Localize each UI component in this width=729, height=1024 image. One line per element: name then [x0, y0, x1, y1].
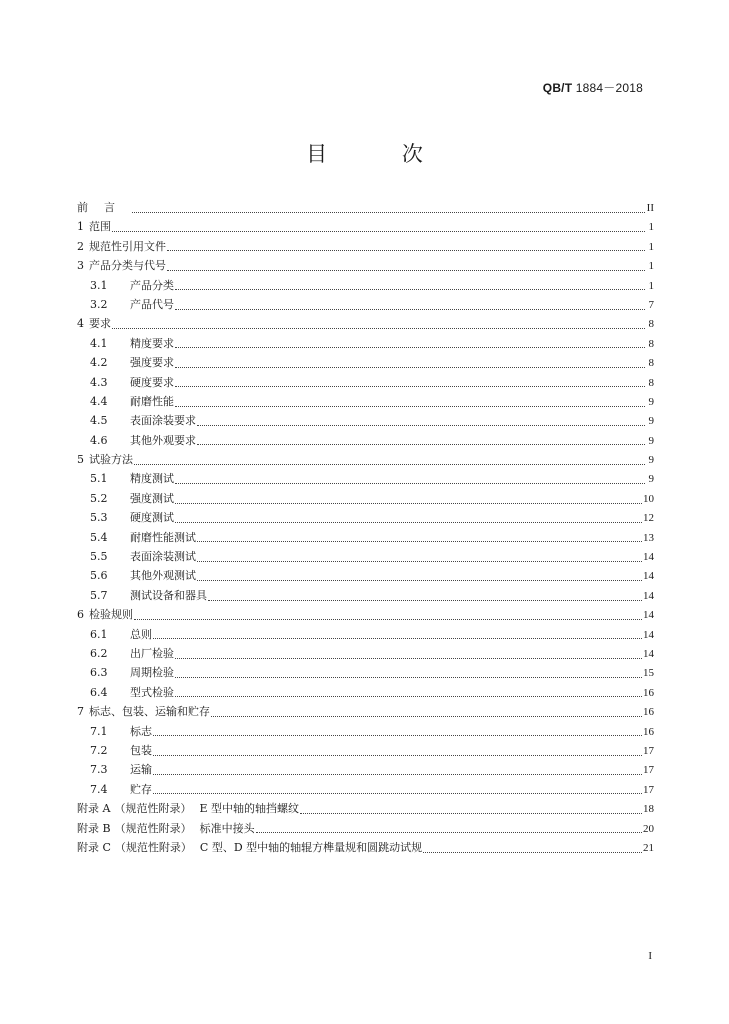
toc-entry-page: 9 — [648, 454, 654, 467]
toc-entry-page: 9 — [648, 415, 654, 428]
toc-entry-number: 4.6 — [90, 433, 108, 447]
toc-entry-number: 4.2 — [90, 356, 108, 370]
toc-dot-leader — [175, 482, 645, 484]
toc-dot-leader — [134, 618, 642, 620]
toc-entry[interactable] — [77, 741, 654, 760]
toc-entry-page: 8 — [648, 318, 654, 331]
toc-entry-number: 5.5 — [90, 550, 108, 564]
toc-entry-label: 强度测试 — [130, 491, 174, 505]
toc-entry-number: 6.4 — [90, 685, 108, 699]
toc-entry-page: 1 — [648, 260, 654, 273]
toc-entry-page: 9 — [648, 395, 654, 408]
toc-entry-label: 标志、包装、运输和贮存 — [89, 705, 210, 719]
toc-entry-number: 7.3 — [90, 763, 108, 777]
toc-entry[interactable] — [77, 663, 654, 682]
toc-entry-label: 周期检验 — [130, 666, 174, 680]
toc-entry-number: 4.5 — [90, 414, 108, 428]
toc-entry[interactable] — [77, 547, 654, 566]
toc-dot-leader — [175, 346, 645, 348]
toc-annex-kind: （规范性附录） — [114, 802, 192, 816]
toc-entry[interactable] — [77, 392, 654, 411]
toc-entry-page: 16 — [643, 686, 654, 699]
toc-entry-label: C 型、D 型中轴的轴辊方榫量规和圆跳动试规 — [199, 840, 423, 854]
toc-entry-label: 型式检验 — [130, 685, 174, 699]
toc-entry-number: 6.2 — [90, 646, 108, 660]
toc-dot-leader — [197, 579, 642, 581]
toc-dot-leader — [175, 695, 642, 697]
toc-entry-page: 14 — [643, 628, 654, 641]
toc-entry-label: 其他外观测试 — [130, 569, 196, 583]
toc-dot-leader — [175, 288, 645, 290]
toc-entry-page: 17 — [643, 744, 654, 757]
toc-entry-number: 2 — [77, 239, 84, 253]
toc-entry-page: 14 — [643, 647, 654, 660]
toc-entry-number: 6.1 — [90, 627, 108, 641]
toc-dot-leader — [175, 657, 642, 659]
toc-entry-label: 其他外观要求 — [130, 433, 196, 447]
toc-entry-number: 3.2 — [90, 297, 108, 311]
standard-code-prefix: QB/T — [542, 81, 573, 95]
toc-entry-page: 14 — [643, 589, 654, 602]
toc-entry-label: 产品分类与代号 — [89, 259, 166, 273]
toc-entry-page: 13 — [643, 531, 654, 544]
toc-entry-page: 20 — [643, 822, 654, 835]
toc-dot-leader — [153, 734, 642, 736]
toc-dot-leader — [300, 812, 642, 814]
toc-entry-number: 附录 C — [77, 840, 111, 854]
toc-entry-label: 硬度测试 — [130, 511, 174, 525]
toc-entry-label: 精度测试 — [130, 472, 174, 486]
toc-entry-number: 5 — [77, 453, 84, 467]
toc-entry[interactable] — [77, 314, 654, 333]
toc-entry-label: 精度要求 — [130, 336, 174, 350]
toc-dot-leader — [175, 308, 645, 310]
toc-entry[interactable] — [77, 799, 654, 818]
toc-dot-leader — [197, 540, 642, 542]
toc-dot-leader — [211, 715, 642, 717]
toc-entry[interactable] — [77, 722, 654, 741]
toc-entry-page: 8 — [648, 337, 654, 350]
toc-entry-label: 检验规则 — [89, 608, 133, 622]
toc-entry-page: 9 — [648, 434, 654, 447]
toc-entry-page: 1 — [648, 221, 654, 234]
toc-entry-label: 总则 — [130, 627, 152, 641]
toc-entry-number: 7.2 — [90, 743, 108, 757]
toc-entry-page: 1 — [648, 240, 654, 253]
toc-entry-label: 标准中接头 — [199, 821, 255, 835]
toc-entry[interactable] — [77, 838, 654, 857]
toc-entry-label: 产品代号 — [130, 297, 174, 311]
toc-entry-number: 附录 B — [77, 821, 111, 835]
standard-code-number: 1884－2018 — [575, 81, 643, 95]
toc-entry-number: 5.4 — [90, 530, 108, 544]
toc-entry-page: 17 — [643, 783, 654, 796]
toc-entry-number: 4 — [77, 317, 84, 331]
toc-entry[interactable] — [77, 431, 654, 450]
toc-entry-page: 14 — [643, 551, 654, 564]
toc-entry[interactable] — [77, 237, 654, 256]
toc-entry-page: 1 — [648, 279, 654, 292]
toc-entry-number: 5.1 — [90, 472, 108, 486]
toc-entry-number: 5.6 — [90, 569, 108, 583]
toc-entry-number: 5.3 — [90, 511, 108, 525]
toc-entry[interactable] — [77, 760, 654, 779]
toc-entry-number: 7.1 — [90, 724, 108, 738]
toc-dot-leader — [175, 405, 645, 407]
toc-entry-page: 9 — [648, 473, 654, 486]
toc-entry[interactable] — [77, 217, 654, 236]
toc-dot-leader — [175, 502, 642, 504]
toc-dot-leader — [175, 366, 645, 368]
toc-entry-number: 1 — [77, 220, 84, 234]
toc-dot-leader — [112, 327, 645, 329]
toc-entry[interactable] — [77, 528, 654, 547]
toc-entry[interactable] — [77, 508, 654, 527]
toc-entry-label: 产品分类 — [130, 278, 174, 292]
toc-entry-page: 17 — [643, 764, 654, 777]
toc-entry-page: 16 — [643, 725, 654, 738]
toc-entry-label: 贮存 — [130, 782, 152, 796]
toc-entry-page: 16 — [643, 706, 654, 719]
toc-entry-label: 测试设备和器具 — [130, 588, 207, 602]
toc-entry-page: 8 — [648, 357, 654, 370]
toc-entry-number: 5.7 — [90, 588, 108, 602]
toc-entry-label: 耐磨性能测试 — [130, 530, 196, 544]
toc-entry-number: 5.2 — [90, 491, 108, 505]
toc-entry-page: 10 — [643, 492, 654, 505]
toc-entry-number: 3.1 — [90, 278, 108, 292]
toc-entry[interactable] — [77, 450, 654, 469]
toc-entry[interactable] — [77, 683, 654, 702]
toc-entry[interactable] — [77, 489, 654, 508]
toc-dot-leader — [112, 230, 645, 232]
toc-entry[interactable] — [77, 256, 654, 275]
toc-entry-label: 强度要求 — [130, 356, 174, 370]
toc-dot-leader — [134, 463, 645, 465]
toc-entry-label: 出厂检验 — [130, 646, 174, 660]
toc-entry-page: 21 — [643, 841, 654, 854]
toc-dot-leader — [197, 443, 645, 445]
toc-entry-label: E 型中轴的轴挡螺纹 — [199, 802, 299, 816]
toc-entry-page: 8 — [648, 376, 654, 389]
toc-entry[interactable] — [77, 566, 654, 585]
toc-entry[interactable] — [77, 586, 654, 605]
toc-entry[interactable] — [77, 605, 654, 624]
toc-entry-label: 标志 — [130, 724, 152, 738]
toc-dot-leader — [197, 424, 645, 426]
page-number: I — [648, 950, 652, 962]
toc-entry[interactable] — [77, 469, 654, 488]
toc-entry-page: II — [646, 202, 654, 214]
toc-entry-page: 7 — [648, 298, 654, 311]
toc-entry-label: 范围 — [89, 220, 111, 234]
toc-entry-label: 前言 — [77, 201, 131, 214]
toc-entry-page: 14 — [643, 609, 654, 622]
toc-dot-leader — [153, 773, 642, 775]
toc-entry-number: 3 — [77, 259, 84, 273]
toc-dot-leader — [132, 211, 645, 213]
toc-annex-kind: （规范性附录） — [114, 840, 192, 854]
toc-entry-label: 耐磨性能 — [130, 394, 174, 408]
toc-entry-label: 表面涂装要求 — [130, 414, 196, 428]
toc-entry-number: 7.4 — [90, 782, 108, 796]
toc-dot-leader — [175, 676, 642, 678]
toc-dot-leader — [153, 792, 642, 794]
toc-entry[interactable] — [77, 295, 654, 314]
toc-entry[interactable] — [77, 198, 654, 217]
toc-entry-page: 12 — [643, 512, 654, 525]
toc-dot-leader — [208, 599, 642, 601]
toc-entry-label: 运输 — [130, 763, 152, 777]
toc-dot-leader — [167, 269, 645, 271]
toc-entry-number: 4.3 — [90, 375, 108, 389]
toc-entry-number: 6.3 — [90, 666, 108, 680]
toc-entry[interactable] — [77, 644, 654, 663]
toc-entry-label: 规范性引用文件 — [89, 239, 166, 253]
toc-entry-label: 包装 — [130, 743, 152, 757]
toc-entry-page: 14 — [643, 570, 654, 583]
toc-dot-leader — [153, 754, 642, 756]
toc-entry[interactable] — [77, 334, 654, 353]
toc-entry-number: 4.1 — [90, 336, 108, 350]
toc-entry[interactable] — [77, 353, 654, 372]
toc-entry-number: 4.4 — [90, 394, 108, 408]
toc-dot-leader — [175, 385, 645, 387]
toc-dot-leader — [423, 851, 642, 853]
toc-entry[interactable] — [77, 373, 654, 392]
table-of-contents — [77, 198, 654, 857]
toc-dot-leader — [167, 249, 645, 251]
toc-entry-page: 15 — [643, 667, 654, 680]
toc-entry-number: 附录 A — [77, 802, 111, 816]
toc-entry-number: 6 — [77, 608, 84, 622]
toc-entry-number: 7 — [77, 705, 84, 719]
toc-entry-label: 硬度要求 — [130, 375, 174, 389]
toc-dot-leader — [175, 521, 642, 523]
toc-dot-leader — [197, 560, 642, 562]
toc-entry[interactable] — [77, 276, 654, 295]
toc-entry[interactable] — [77, 411, 654, 430]
standard-code — [543, 79, 643, 96]
toc-entry-label: 试验方法 — [89, 453, 133, 467]
toc-dot-leader — [153, 637, 642, 639]
toc-entry[interactable] — [77, 819, 654, 838]
toc-entry[interactable] — [77, 702, 654, 721]
toc-entry-page: 18 — [643, 803, 654, 816]
toc-entry-label: 表面涂装测试 — [130, 550, 196, 564]
toc-dot-leader — [256, 831, 642, 833]
toc-entry[interactable] — [77, 625, 654, 644]
toc-entry-label: 要求 — [89, 317, 111, 331]
toc-entry[interactable] — [77, 780, 654, 799]
toc-annex-kind: （规范性附录） — [114, 821, 192, 835]
page-title: 目 次 — [306, 142, 457, 166]
